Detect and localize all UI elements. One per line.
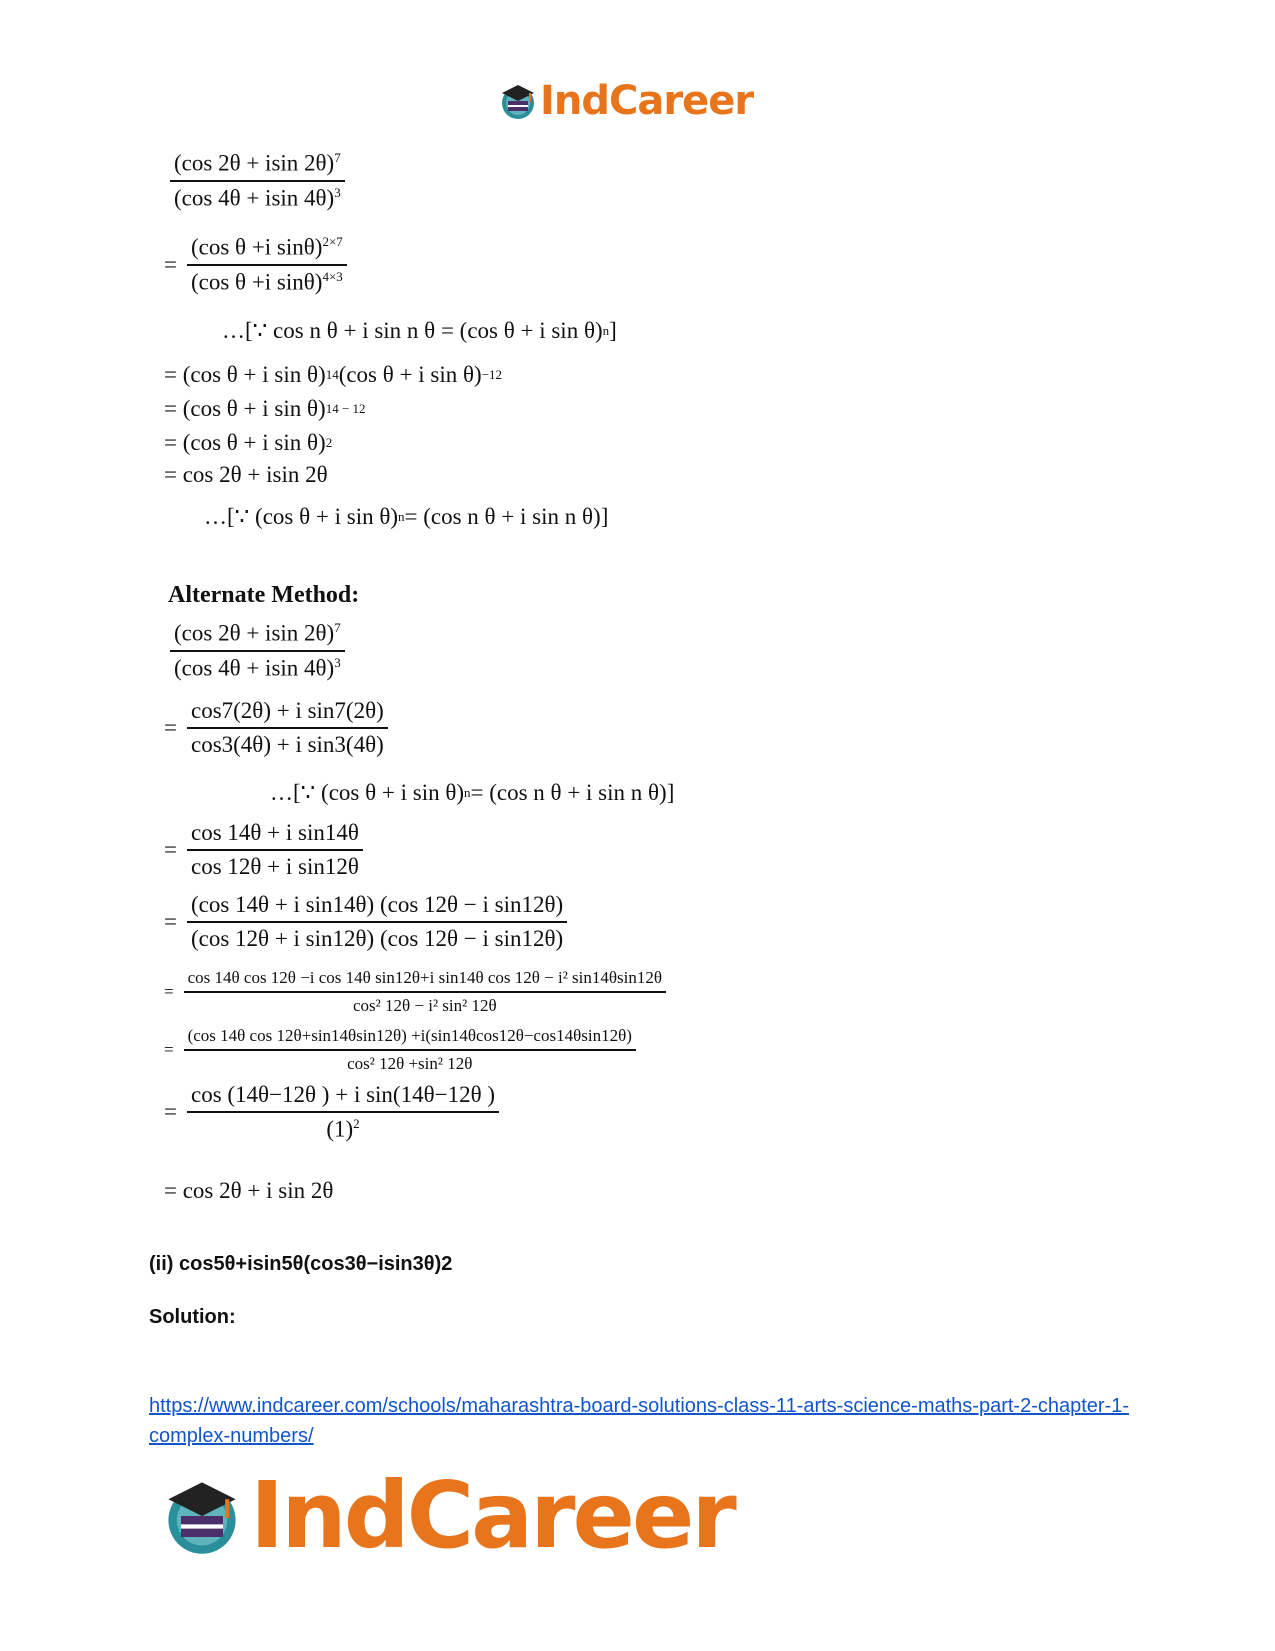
- step-line: = cos 2θ + isin 2θ: [164, 462, 328, 487]
- logo-text: IndCareer: [250, 1462, 734, 1569]
- header-logo: [498, 78, 753, 124]
- section-heading: Alternate Method:: [168, 582, 360, 608]
- graduation-cap-globe-icon: [498, 81, 538, 121]
- source-link[interactable]: https://www.indcareer.com/schools/maharashtra-board-solutions-class-11-arts-science-maths-part-2-chapter-1-complex-numbers/: [149, 1395, 1129, 1447]
- footer-logo: [160, 1462, 734, 1569]
- solution-label: Solution:: [149, 1306, 236, 1328]
- step-fraction: = $\frac{\text{(cos 14θ cos 12θ+sin14θsin12θ) +i(sin14θcos12θ−cos14θsin12θ)}}{\text{cos² 12θ +sin² 12θ}}$: [164, 1026, 636, 1074]
- step-fraction: = $\frac{\text{cos7(2θ) + i sin7(2θ)}}{\text{cos3(4θ) + i sin3(4θ)}}$: [164, 698, 388, 758]
- graduation-cap-globe-icon: [160, 1474, 244, 1558]
- reason-line: …[∵ (cos θ + i sin θ) n = (cos n θ + i sin n θ)]: [270, 780, 675, 805]
- step-fraction: = $\frac{\text{cos (14θ−12θ ) + i sin(14θ−12θ )}}{(1)^2}$: [164, 1082, 499, 1143]
- logo-text: IndCareer: [540, 78, 754, 124]
- expression-fraction: $\frac{(\cos 2\theta + isin 2\theta)^7}{(\cos 4\theta + isin 4\theta)^3}$: [170, 150, 345, 211]
- step-fraction: = $\frac{\text{cos 14θ + i sin14θ}}{\text{cos 12θ + i sin12θ}}$: [164, 820, 363, 880]
- final-result: = cos 2θ + i sin 2θ: [164, 1178, 334, 1203]
- step-line: = (cos θ + i sin θ) 14 (cos θ + i sin θ) −12: [164, 362, 502, 387]
- step-fraction: = cos 14θ cos 12θ −i cos 14θ sin12θ+i sin14θ cos 12θ − i² sin14θsin12θ cos² 12θ − i² sin² 12θ: [164, 968, 666, 1016]
- step-line: = (cos θ + i sin θ) 2: [164, 430, 333, 455]
- reason-line: …[∵ (cos θ + i sin θ) n = (cos n θ + i sin n θ)]: [204, 504, 609, 529]
- step-line: = (cos θ + i sin θ) 14 − 12: [164, 396, 366, 421]
- step-fraction: = $\frac{(\cos \theta +i \sin\theta)^{2\times 7}}{(\cos \theta +i \sin\theta)^{4\times 3}}$: [164, 234, 347, 295]
- reason-line: …[∵ cos n θ + i sin n θ = (cos θ + i sin θ) n ]: [222, 318, 617, 343]
- step-fraction: = $\frac{\text{(cos 14θ + i sin14θ) (cos 12θ − i sin12θ)}}{\text{(cos 12θ + i sin12θ) (cos 12θ − i sin12θ)}}$: [164, 892, 567, 952]
- question-text: (ii) cos5θ+isin5θ(cos3θ−isin3θ)2: [149, 1253, 453, 1275]
- expression-fraction: $\frac{(\cos 2\theta + isin 2\theta)^7}{(\cos 4\theta + isin 4\theta)^3}$: [170, 620, 345, 681]
